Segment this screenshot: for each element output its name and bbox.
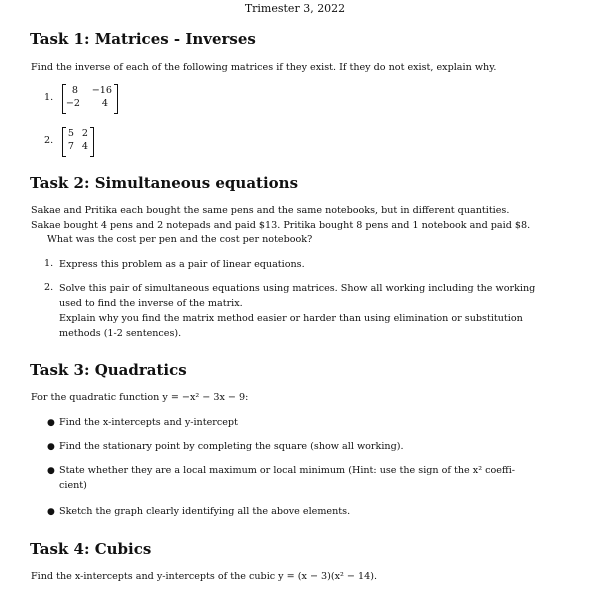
task2-item2-line2: used to find the inverse of the matrix. (59, 298, 243, 309)
task1-item2-label: 2. (44, 135, 54, 146)
task2-item1-text: Express this problem as a pair of linear equations. (59, 259, 305, 270)
task2-item2-label: 2. (44, 282, 54, 293)
matrix-cell: 5 (67, 128, 74, 139)
bullet-icon: ● (47, 418, 55, 428)
task2-item1-label: 1. (44, 258, 54, 269)
task2-intro-line1: Sakae and Pritika each bought the same pens and the same notebooks, but in different quantities. (31, 205, 510, 216)
task3-bullet-4: Sketch the graph clearly identifying all the above elements. (59, 506, 351, 517)
task1-matrix-2 (62, 127, 94, 155)
matrix-cell: −2 (65, 98, 80, 109)
right-bracket (90, 127, 94, 157)
task2-intro-line3: What was the cost per pen and the cost per notebook? (47, 234, 313, 245)
task2-intro-line2: Sakae bought 4 pens and 2 notepads and paid $13. Pritika bought 8 pens and 1 notebook and paid $8. (31, 220, 531, 231)
task2-item2-line1: Solve this pair of simultaneous equations using matrices. Show all working including the working (59, 283, 536, 294)
task1-matrix-1 (62, 84, 118, 112)
task1-intro: Find the inverse of each of the following matrices if they exist. If they do not exist, explain why. (31, 62, 497, 73)
task3-intro: For the quadratic function y = −x² − 3x − 9: (31, 392, 249, 403)
task1-heading: Task 1: Matrices - Inverses (30, 30, 256, 48)
bullet-icon: ● (47, 507, 55, 517)
bullet-icon: ● (47, 466, 55, 476)
task3-bullet-1: Find the x-intercepts and y-intercept (59, 417, 238, 428)
matrix-cell: 4 (81, 141, 88, 152)
matrix-cell: −16 (91, 85, 112, 96)
task2-heading: Task 2: Simultaneous equations (30, 174, 299, 192)
task2-item2-line3: Explain why you find the matrix method easier or harder than using elimination or substitution (59, 313, 523, 324)
task1-item1-label: 1. (44, 92, 54, 103)
task3-bullet-2: Find the stationary point by completing the square (show all working). (59, 441, 404, 452)
matrix-cell: 7 (67, 141, 74, 152)
task3-heading: Task 3: Quadratics (30, 361, 187, 379)
right-bracket (114, 84, 118, 114)
matrix-cell: 4 (101, 98, 108, 109)
matrix-cell: 2 (81, 128, 88, 139)
page-header: Trimester 3, 2022 (244, 2, 346, 15)
matrix-cell: 8 (71, 85, 78, 96)
task3-bullet-3-line2: cient) (59, 480, 87, 491)
task4-heading: Task 4: Cubics (30, 540, 152, 558)
task2-item2-line4: methods (1-2 sentences). (59, 328, 182, 339)
bullet-icon: ● (47, 442, 55, 452)
task4-intro: Find the x-intercepts and y-intercepts of the cubic y = (x − 3)(x² − 14). (31, 571, 378, 582)
task3-bullet-3-line1: State whether they are a local maximum or local minimum (Hint: use the sign of the x² coeffi- (59, 465, 516, 476)
